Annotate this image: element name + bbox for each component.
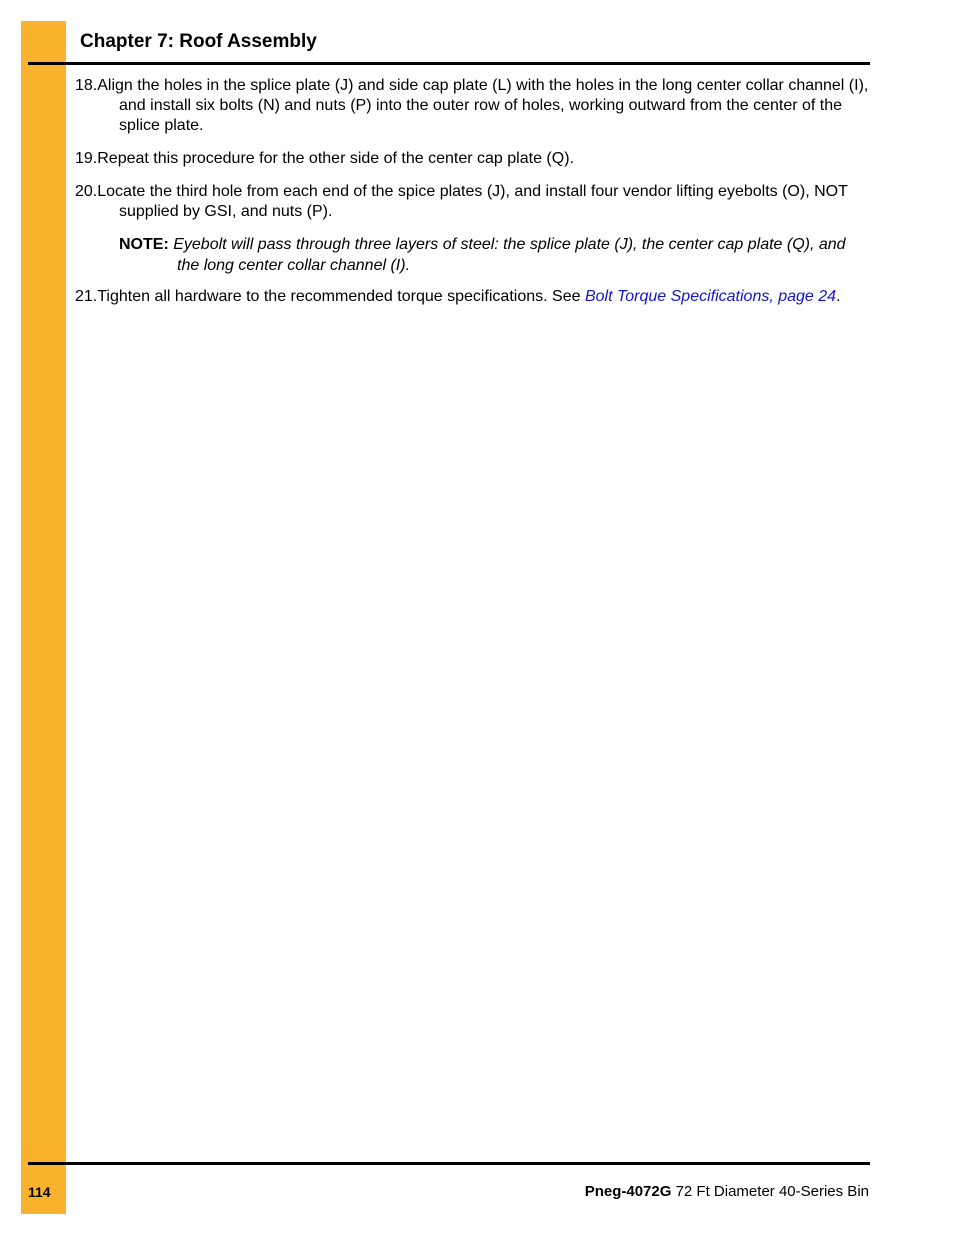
document-id: Pneg-4072G: [584, 1183, 672, 1200]
step-19: [75, 149, 872, 169]
step-18: [75, 76, 872, 136]
page-number: 114: [28, 1184, 51, 1200]
footer-document-title: [585, 1183, 869, 1200]
footer-rule: [28, 1162, 870, 1165]
chapter-title: Chapter 7: Roof Assembly: [80, 31, 317, 52]
header-rule: [28, 62, 870, 65]
step-trailing-punctuation: .: [836, 288, 841, 305]
step-text: Locate the third hole from each end of the spice plates (J), and install four vendor lifting eyebolts (O), NOT supplied by GSI, and nuts (P).: [97, 183, 848, 220]
note-label: NOTE:: [119, 236, 169, 253]
note: [119, 234, 859, 276]
step-21: [75, 287, 872, 307]
note-text: Eyebolt will pass through three layers of steel: the splice plate (J), the center cap plate (Q), and the long center collar channel (I).: [173, 236, 846, 274]
chapter-side-bar: [21, 21, 66, 1214]
step-text: Align the holes in the splice plate (J) and side cap plate (L) with the holes in the long center collar channel (I), and install six bolts (N) and nuts (P) into the outer row of holes, working outward from the center of the splice plate.: [97, 77, 869, 134]
cross-reference-link[interactable]: Bolt Torque Specifications, page 24: [584, 288, 837, 305]
step-text: Repeat this procedure for the other side of the center cap plate (Q).: [97, 150, 574, 167]
document-name: 72 Ft Diameter 40-Series Bin: [675, 1183, 869, 1200]
step-text: Tighten all hardware to the recommended torque specifications. See: [97, 288, 585, 305]
step-20: [75, 182, 872, 222]
